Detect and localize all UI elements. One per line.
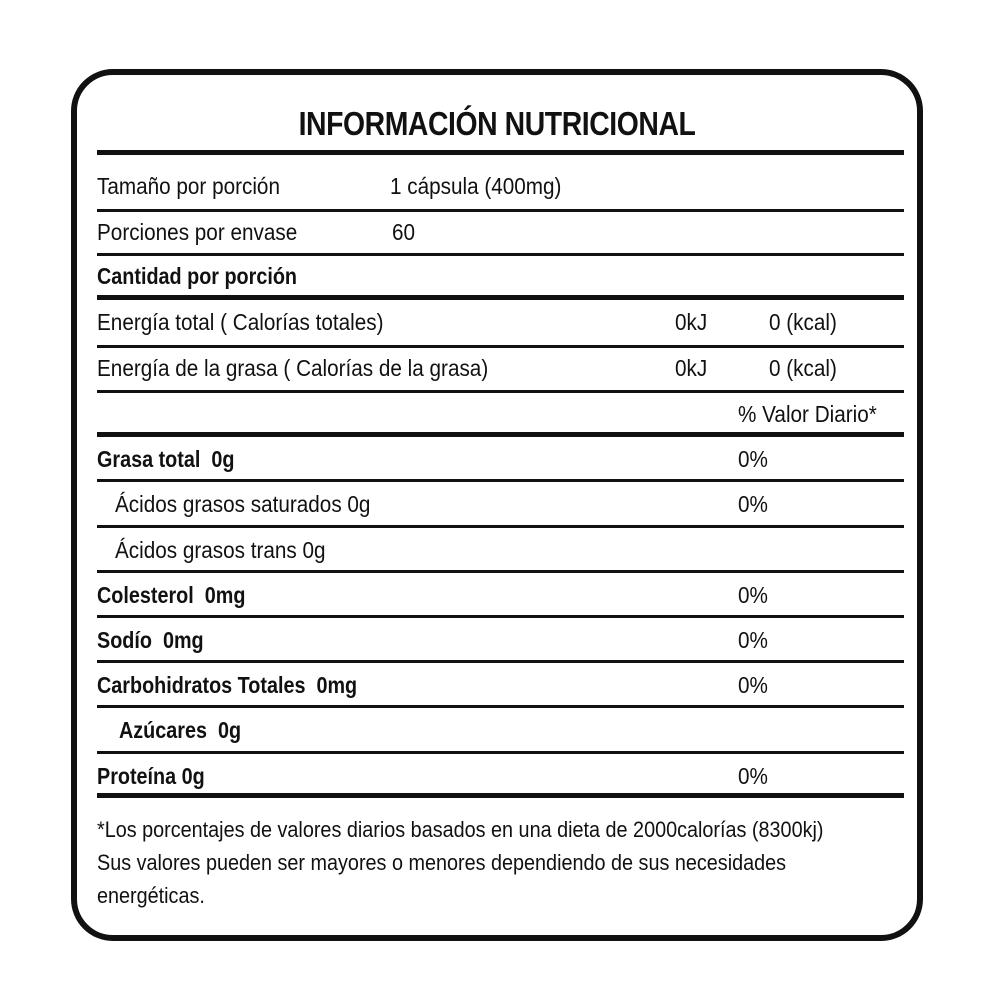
footnote-line: *Los porcentajes de valores diarios basados en una dieta de 2000calorías (8300kj) (97, 817, 824, 842)
sugars-amount: 0g (217, 717, 242, 743)
saturated-fat-dv: 0% (738, 491, 768, 517)
cholesterol-label (97, 581, 245, 609)
cholesterol-dv: 0% (738, 582, 768, 608)
sugars-label (119, 716, 241, 744)
divider (97, 432, 904, 437)
total-energy-label: Energía total ( Calorías totales) (97, 309, 384, 335)
divider (97, 209, 904, 212)
divider (97, 390, 904, 393)
footnote-line: energéticas. (97, 883, 205, 908)
total-fat-dv: 0% (738, 446, 768, 472)
total-fat-amount: 0g (211, 446, 235, 472)
servings-per-container-label: Porciones por envase (97, 219, 298, 245)
fat-energy-kcal: 0 (kcal) (769, 355, 837, 381)
fat-energy-kj: 0kJ (675, 355, 708, 381)
sugars-name: Azúcares (119, 717, 207, 743)
protein-label (97, 762, 205, 790)
daily-value-header: % Valor Diario* (738, 401, 877, 427)
carbs-label (97, 671, 357, 699)
trans-fat-label: Ácidos grasos trans 0g (115, 537, 326, 563)
divider (97, 345, 904, 348)
divider (97, 570, 904, 573)
total-energy-kj: 0kJ (675, 309, 708, 335)
fat-energy-label: Energía de la grasa ( Calorías de la grasa) (97, 355, 489, 381)
divider (97, 253, 904, 256)
cholesterol-name: Colesterol (97, 582, 194, 608)
divider (97, 705, 904, 708)
sodium-dv: 0% (738, 627, 768, 653)
divider (97, 615, 904, 618)
divider (97, 479, 904, 482)
amount-per-serving-header: Cantidad por porción (97, 263, 298, 289)
nutrition-facts-panel (71, 69, 923, 941)
carbs-amount: 0mg (316, 672, 358, 698)
total-energy-kcal: 0 (kcal) (769, 309, 837, 335)
protein-amount: 0g (181, 763, 205, 789)
sodium-amount: 0mg (162, 627, 204, 653)
protein-name: Proteína (97, 763, 177, 789)
servings-per-container-value: 60 (392, 219, 416, 245)
divider (97, 751, 904, 754)
serving-size-label: Tamaño por porción (97, 173, 280, 199)
cholesterol-amount: 0mg (204, 582, 246, 608)
sodium-name: Sodío (97, 627, 152, 653)
divider (97, 150, 904, 155)
total-fat-name: Grasa total (97, 446, 201, 472)
footnote (97, 813, 844, 912)
footnote-line: Sus valores pueden ser mayores o menores dependiendo de sus necesidades (97, 850, 787, 875)
divider (97, 295, 904, 300)
carbs-name: Carbohidratos Totales (97, 672, 306, 698)
sodium-label (97, 626, 204, 654)
serving-size-value: 1 cápsula (400mg) (390, 173, 562, 199)
saturated-fat-label: Ácidos grasos saturados 0g (115, 491, 371, 517)
panel-title: INFORMACIÓN NUTRICIONAL (298, 105, 696, 142)
divider (97, 793, 904, 798)
protein-dv: 0% (738, 763, 768, 789)
total-fat-label (97, 445, 234, 473)
divider (97, 525, 904, 528)
carbs-dv: 0% (738, 672, 768, 698)
divider (97, 660, 904, 663)
